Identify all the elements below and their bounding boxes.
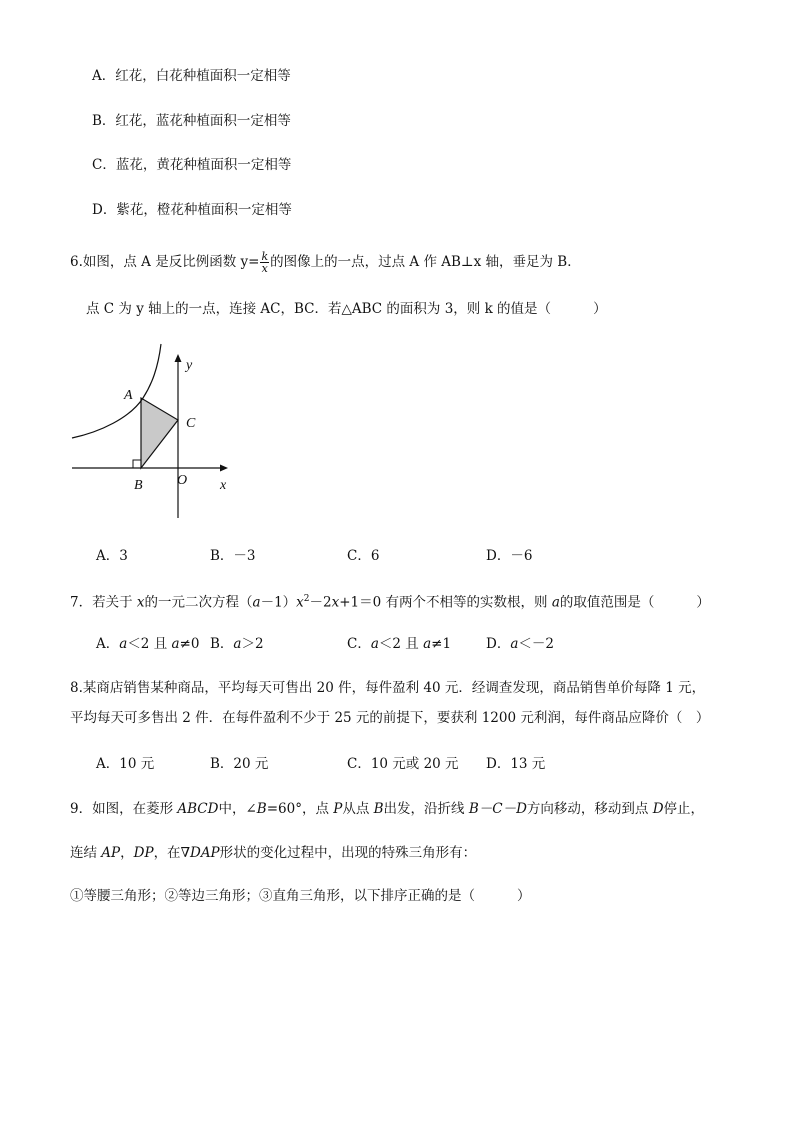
q6-option-d: D．－6 — [486, 548, 533, 564]
q7-close-paren: ） — [696, 594, 710, 611]
q7-option-a: A．a＜2 且 a≠0 — [96, 636, 200, 652]
q7-exponent: 2 — [303, 594, 310, 604]
q7-var-x-squared: x — [296, 594, 304, 611]
q7-var-x-linear: x — [331, 594, 340, 611]
q9-stem-line2: 连结 AP，DP，在∇DAP形状的变化过程中，出现的特殊三角形有： — [70, 845, 477, 861]
fraction-numerator: k — [261, 250, 269, 263]
q7-var-a: a — [252, 594, 261, 611]
q8-option-d: D．13 元 — [486, 756, 546, 772]
label-x: x — [220, 478, 227, 493]
q7-option-c: C．a＜2 且 a≠1 — [347, 636, 452, 652]
q6-stem-line2 — [86, 299, 607, 319]
label-c: C — [186, 416, 196, 431]
q5-option-b: B．红花，蓝花种植面积一定相等 — [92, 113, 291, 129]
q7-var-a-2: a — [551, 594, 560, 611]
q5-option-d: D．紫花，橙花种植面积一定相等 — [92, 202, 292, 218]
x-axis-arrow — [220, 465, 228, 472]
q7-option-d: D．a＜－2 — [486, 636, 554, 652]
label-o: O — [177, 473, 188, 488]
q9-stem-line1: 9．如图，在菱形 ABCD中，∠B=60°，点 P从点 B出发，沿折线 B－C－D方向移动，移动到点 D停止， — [70, 801, 705, 817]
q7-var-x: x — [136, 594, 145, 611]
q7-t6: 的取值范围是（ — [559, 594, 655, 611]
q6-stem-line1 — [70, 251, 581, 274]
q6-text-after-fraction: 的图像上的一点，过点 A 作 AB⊥x 轴，垂足为 B． — [270, 254, 581, 270]
q9-stem-line3 — [70, 886, 531, 906]
label-y: y — [186, 358, 193, 373]
q5-option-c: C．蓝花，黄花种植面积一定相等 — [92, 157, 292, 173]
q9-close-paren: ） — [517, 888, 531, 904]
q8-stem-line1: 8.某商店销售某种商品，平均每天可售出 20 件，每件盈利 40 元．经调查发现，商品销售单价每降 1 元， — [70, 680, 706, 696]
label-b: B — [134, 478, 143, 493]
q8-stem-line2: 平均每天可多售出 2 件．在每件盈利不少于 25 元的前提下，要获利 1200 元利润，每件商品应降价（ ） — [70, 710, 710, 726]
q8-option-a: A．10 元 — [96, 756, 155, 772]
q6-text-before-fraction: 6.如图，点 A 是反比例函数 y= — [70, 254, 260, 270]
right-angle-mark — [133, 460, 141, 468]
q7-t2: 的一元二次方程（ — [144, 594, 253, 611]
q6-line2-close-paren: ） — [593, 301, 607, 317]
q6-option-c: C．6 — [347, 548, 380, 564]
q5-option-a: A．红花，白花种植面积一定相等 — [92, 68, 291, 84]
q8-option-b: B．20 元 — [210, 756, 269, 772]
label-a: A — [124, 388, 133, 403]
q7-t4: －2 — [309, 594, 332, 611]
q6-figure — [60, 338, 240, 528]
q8-option-c: C．10 元或 20 元 — [347, 756, 459, 772]
q6-option-a: A．3 — [96, 548, 128, 564]
q6-option-b: B．－3 — [210, 548, 256, 564]
y-axis-arrow — [175, 354, 182, 362]
fraction-denominator: x — [261, 262, 268, 275]
k-over-x-fraction — [260, 251, 269, 274]
q7-t5: +1＝0 有两个不相等的实数根，则 — [339, 594, 552, 611]
triangle-abc — [141, 398, 178, 468]
q7-option-b: B．a＞2 — [210, 636, 264, 652]
q7-stem — [70, 589, 710, 613]
q7-t3: －1） — [260, 594, 297, 611]
q6-line2-text: 点 C 为 y 轴上的一点，连接 AC，BC．若△ABC 的面积为 3，则 k 的值是（ — [86, 301, 552, 317]
q7-t1: 7．若关于 — [70, 594, 137, 611]
q9-line3-text: ①等腰三角形；②等边三角形；③直角三角形，以下排序正确的是（ — [70, 888, 475, 904]
